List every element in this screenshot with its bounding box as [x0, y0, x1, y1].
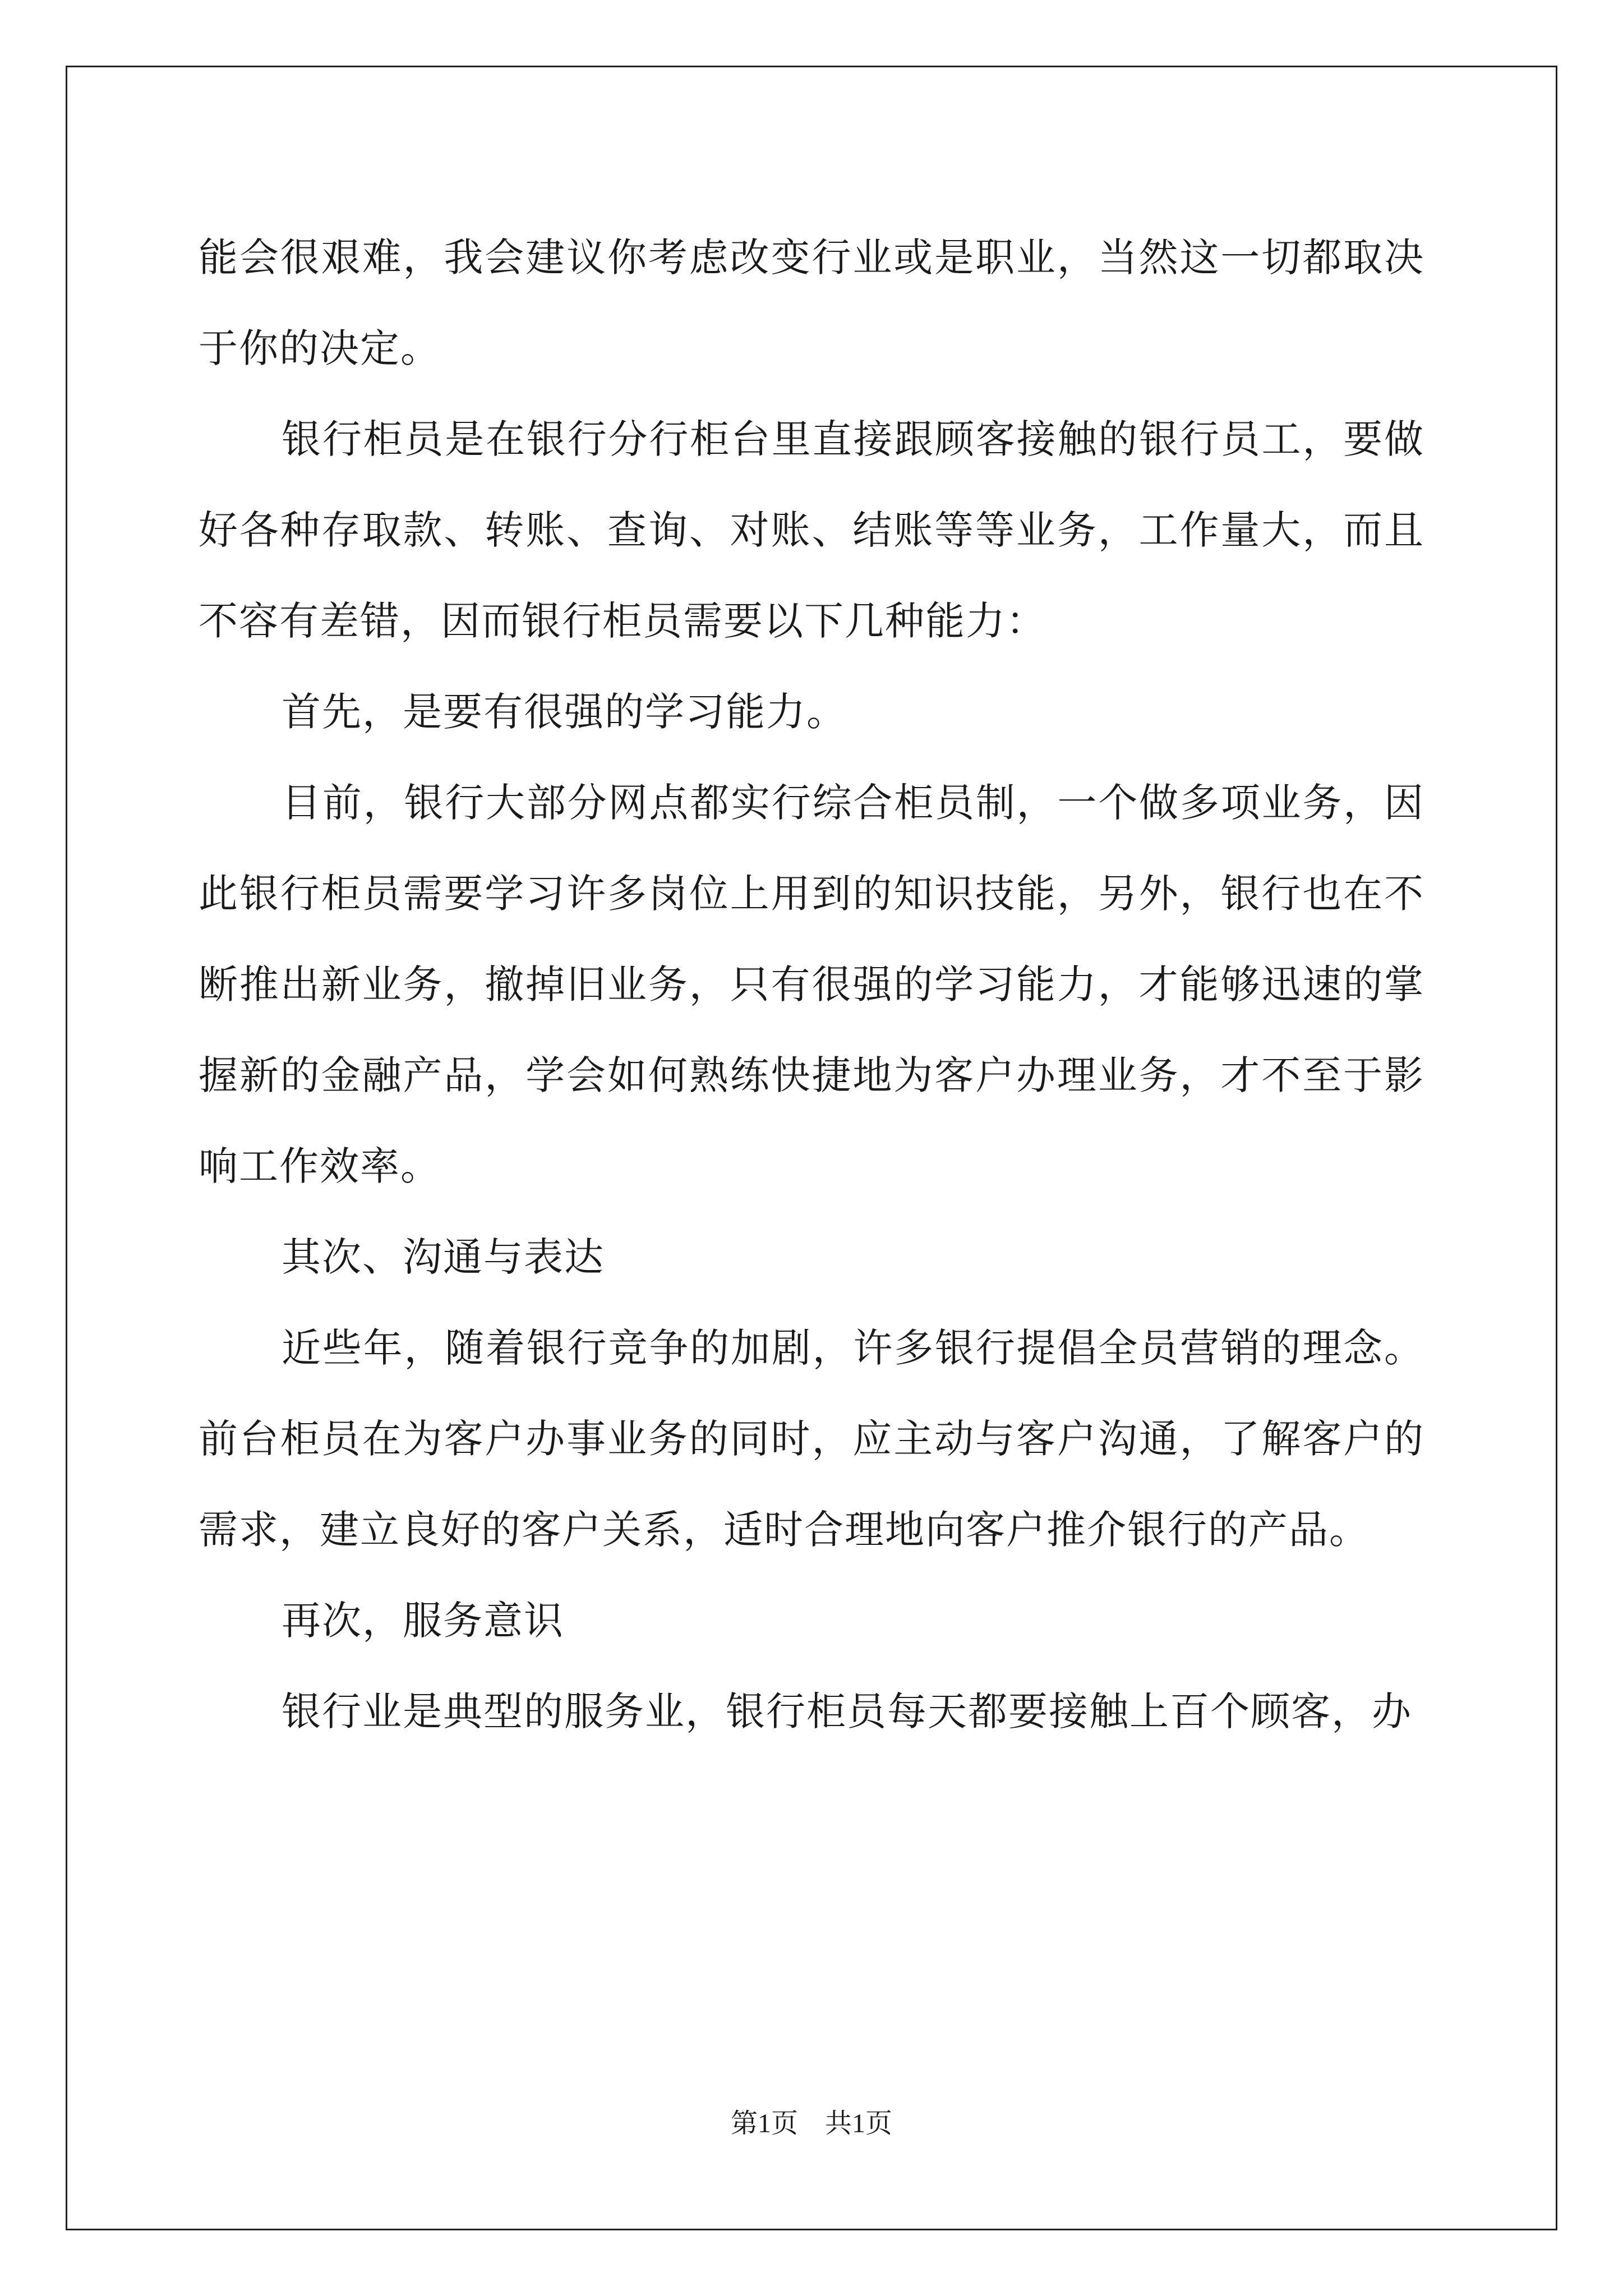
paragraph-communication: 近些年，随着银行竞争的加剧，许多银行提倡全员营销的理念。前台柜员在为客户办事业务的同时，应主动与客户沟通，了解客户的需求，建立良好的客户关系，适时合理地向客户推介银行的产品。 — [199, 1325, 1424, 1553]
paragraph-teller-intro: 银行柜员是在银行分行柜台里直接跟顾客接触的银行员工，要做好各种存取款、转账、查询、对账、结账等等业务，工作量大，而且不容有差错，因而银行柜员需要以下几种能力： — [199, 416, 1424, 644]
heading-learning-ability: 首先，是要有很强的学习能力。 — [282, 689, 847, 735]
heading-service-awareness: 再次，服务意识 — [282, 1598, 564, 1644]
paragraph-service-awareness: 银行业是典型的服务业，银行柜员每天都要接触上百个顾客，办 — [282, 1688, 1412, 1734]
paragraph-continuation: 能会很艰难，我会建议你考虑改变行业或是职业，当然这一切都取决于你的决定。 — [199, 234, 1424, 371]
document-body — [199, 212, 1424, 1757]
heading-communication: 其次、沟通与表达 — [282, 1234, 605, 1280]
paragraph-learning-ability: 目前，银行大部分网点都实行综合柜员制，一个做多项业务，因此银行柜员需要学习许多岗位上用到的知识技能，另外，银行也在不断推出新业务，撤掉旧业务，只有很强的学习能力，才能够迅速的掌握新的金融产品，学会如何熟练快捷地为客户办理业务，才不至于影响工作效率。 — [199, 780, 1424, 1189]
page-number-footer: 第1页 共1页 — [730, 2109, 892, 2138]
